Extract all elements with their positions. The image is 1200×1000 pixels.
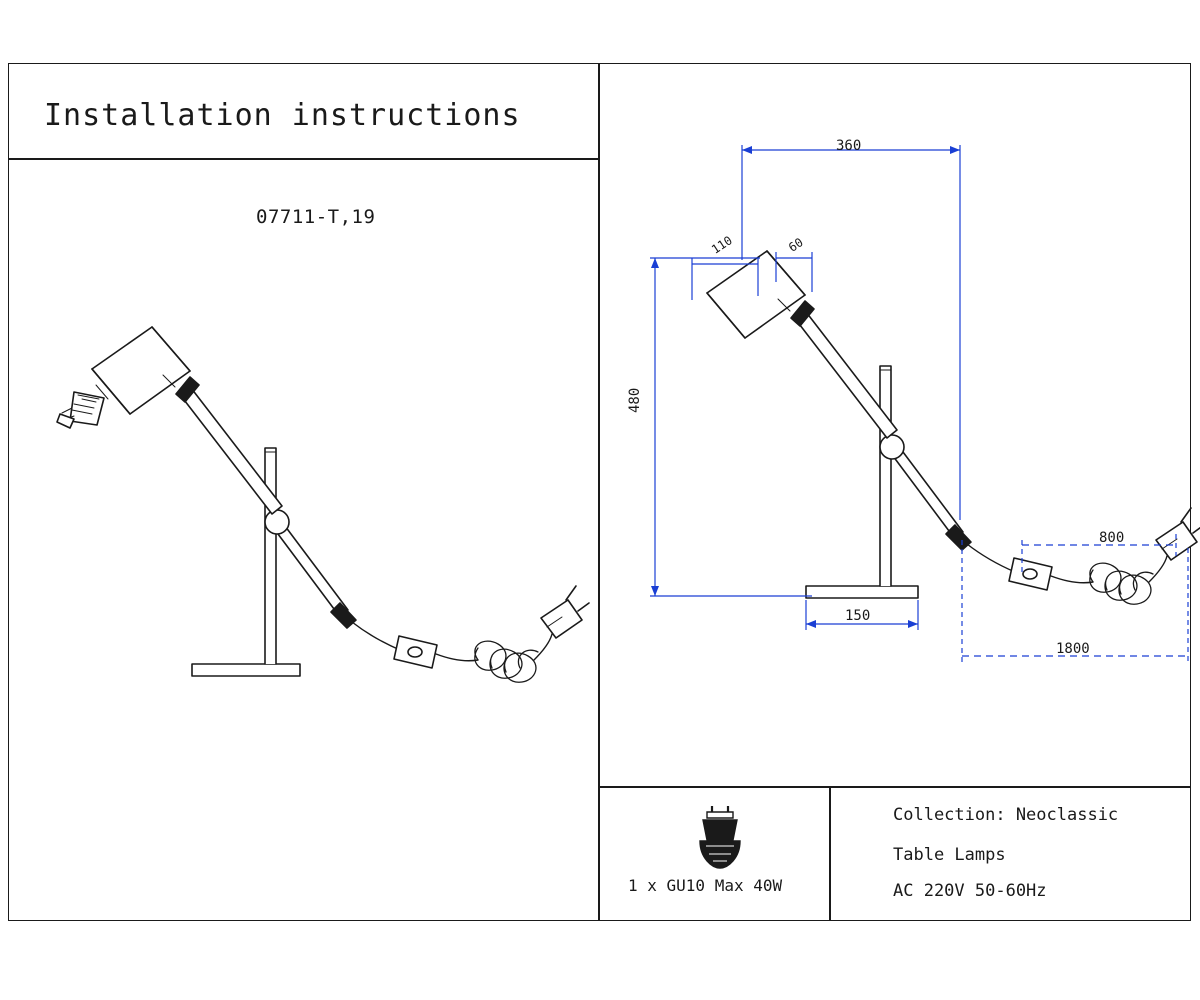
page-title: Installation instructions (44, 98, 521, 133)
dim-label-110: 110 (709, 233, 735, 257)
gu10-bulb-icon (700, 806, 740, 868)
spec-voltage: AC 220V 50-60Hz (893, 881, 1047, 901)
dim-label-1800: 1800 (1056, 641, 1090, 657)
dim-label-60: 60 (786, 235, 806, 255)
dim-label-150: 150 (845, 608, 871, 624)
spec-collection: Collection: Neoclassic (893, 805, 1119, 825)
dim-label-360: 360 (836, 138, 862, 154)
dimension-annotations (650, 145, 1188, 662)
lamp-right-drawing (707, 251, 1200, 604)
dim-label-800: 800 (1099, 530, 1125, 546)
spec-category: Table Lamps (893, 845, 1006, 865)
dim-label-480: 480 (627, 387, 643, 413)
bulb-caption: 1 x GU10 Max 40W (628, 876, 783, 895)
model-code: 07711-T,19 (256, 206, 376, 228)
lamp-left-drawing (57, 327, 589, 682)
